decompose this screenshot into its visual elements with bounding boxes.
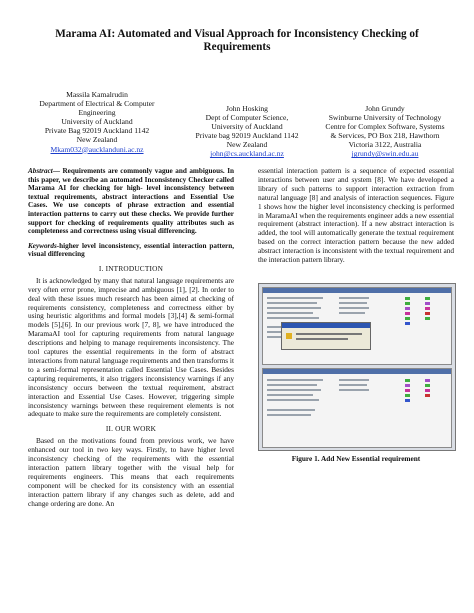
requirement-line <box>267 297 323 299</box>
abstract-text: — Requirements are commonly vague and ambiguous. In this paper, we describe an automated Inconsistency Checker called Marama AI for checking for high- level inconsistency between textual requirements, abstract interactions and Essential Use Cases. We use concepts of phrase extraction and essential interaction patterns to carry out these checks. We provide further support for checking of requirements quality attributes such as completeness and correctness using visual differencing. <box>28 167 234 236</box>
status-marker <box>405 317 410 320</box>
author-affiliation-line: Swinburne University of Technology <box>328 113 442 123</box>
requirement-line <box>267 379 323 381</box>
author-block <box>22 90 452 160</box>
author-affiliation-line: New Zealand <box>76 135 118 145</box>
requirement-line <box>339 379 369 381</box>
status-marker <box>405 322 410 325</box>
author-affiliation-line: Dept of Computer Science, <box>205 113 289 123</box>
author-affiliation-line: University of Auckland <box>61 117 133 127</box>
status-marker <box>425 379 430 382</box>
right-paragraph: essential interaction pattern is a sequence of expected essential interactions between user and system [8]. We have developed a library of such patterns to support interaction extraction from natural language [8] and analysis of interaction sequences. Figure 1 shows how the higher level inconsistency checking is performed in MaramaAI when the requirements engineer adds a new essential requirement (abstract interaction). If a new abstract interaction is added, the tool will automatically generate the textual requirement based on the correct interaction pattern because the new added abstract interaction is inconsistent with the textual requirement and the interaction pattern library. <box>258 166 454 265</box>
author-affiliation-line: Victoria 3122, Australia <box>348 140 422 150</box>
keywords <box>28 242 234 259</box>
paper-title: Marama AI: Automated and Visual Approach for Inconsistency Checking of Requirements <box>55 28 419 53</box>
section-paragraph: It is acknowledged by many that natural language requirements are very often error prone, imprecise and ambiguous [1], [2]. In order to deal with these issues much research has been aimed at checking of requirements consistency, completeness and correctness either by using heuristic algorithms and formal models [3],[4] & semi-formal models [5],[6]. In our previous work [7, 8], we have introduced the MaramaAI tool for capturing requirements from natural language descriptions and helping to manage requirements inconsistency. The tool captures the essential requirements in the form of abstract interactions from natural language requirements and then transforms it to a semi-formal representation called Essential Use Cases. Besides capturing requirements, it also triggers inconsistency warnings if any inconsistency occurs between the textual requirement, abstract interaction and Essential Use Cases. However, triggering simple inconsistency warnings between these requirement elements is not adequate to make sure the requirements are completely consistent. <box>28 275 234 419</box>
status-marker <box>425 312 430 315</box>
status-marker <box>425 394 430 397</box>
requirement-line <box>339 297 369 299</box>
author-name: John Hosking <box>226 104 268 113</box>
section-heading: II. OUR WORK <box>105 424 157 434</box>
author-3 <box>318 104 452 159</box>
requirement-line <box>339 389 369 391</box>
author-email-link[interactable]: john@cs.auckland.ac.nz <box>210 149 284 159</box>
author-affiliation-line: Private bag 92019 Auckland 1142 <box>195 131 299 141</box>
author-email-link[interactable]: jgrundy@swin.edu.au <box>351 149 419 159</box>
requirement-line <box>267 302 317 304</box>
section-heading: I. INTRODUCTION <box>98 263 164 273</box>
author-name: Massila Kamalrudin <box>66 90 128 99</box>
abstract <box>28 167 234 236</box>
status-marker <box>425 317 430 320</box>
status-marker <box>405 399 410 402</box>
status-marker <box>405 302 410 305</box>
requirement-line <box>267 384 317 386</box>
author-1 <box>22 90 172 154</box>
bottom-tool-window <box>262 368 452 448</box>
status-marker <box>405 389 410 392</box>
status-marker <box>405 297 410 300</box>
status-marker <box>425 297 430 300</box>
author-affiliation-line: University of Auckland <box>211 122 283 132</box>
status-marker <box>405 312 410 315</box>
requirement-line <box>267 394 313 396</box>
window-title-bar <box>263 288 451 293</box>
status-marker <box>425 384 430 387</box>
author-affiliation-line: Private Bag 92019 Auckland 1142 <box>44 126 150 136</box>
author-2 <box>182 104 312 159</box>
requirement-line <box>267 399 319 401</box>
warning-dialog <box>281 322 371 350</box>
status-marker <box>425 389 430 392</box>
dialog-text-line <box>296 338 348 340</box>
figure-screenshot <box>258 283 456 451</box>
left-column <box>28 167 234 509</box>
author-affiliation-line: Centre for Complex Software, Systems <box>325 122 445 132</box>
requirement-line <box>267 409 315 411</box>
status-marker <box>425 307 430 310</box>
status-marker <box>405 384 410 387</box>
author-affiliation-line: Department of Electrical & Computer <box>39 99 155 109</box>
keywords-text: higher level inconsistency, essential interaction pattern, visual differencing <box>28 241 234 259</box>
requirement-line <box>267 414 311 416</box>
keywords-label: Keywords- <box>28 241 60 250</box>
dialog-text-line <box>296 333 362 335</box>
author-affiliation-line: New Zealand <box>226 140 268 150</box>
requirement-line <box>267 312 313 314</box>
window-title-bar <box>263 369 451 374</box>
requirement-line <box>339 384 367 386</box>
warning-icon <box>286 333 292 339</box>
abstract-label: Abstract <box>28 167 53 175</box>
author-affiliation-line: & Services, PO Box 218, Hawthorn <box>330 131 440 141</box>
author-affiliation-line: Engineering <box>78 108 116 118</box>
status-marker <box>405 394 410 397</box>
status-marker <box>405 379 410 382</box>
section-paragraph: Based on the motivations found from previous work, we have enhanced our tool in two key ways. Firstly, to have higher level inconsistency checking of the requirements with the essential interaction pattern library together with the visual help for requirements engineers. This means that each requirements component will be checked for its consistency with an essential interaction pattern library if any changes such as delete, add and change ordering are done. An <box>28 436 234 508</box>
requirement-line <box>267 307 321 309</box>
right-column <box>258 167 454 265</box>
requirement-line <box>267 317 319 319</box>
figure-caption: Figure 1. Add New Essential requirement <box>291 454 421 463</box>
requirement-line <box>339 302 367 304</box>
status-marker <box>425 302 430 305</box>
status-marker <box>405 307 410 310</box>
requirement-line <box>339 307 369 309</box>
author-email-link[interactable]: Mkam032@aucklanduni.ac.nz <box>50 144 144 154</box>
dialog-title-bar <box>282 323 370 328</box>
requirement-line <box>339 312 365 314</box>
requirement-line <box>267 389 321 391</box>
author-name: John Grundy <box>365 104 405 113</box>
